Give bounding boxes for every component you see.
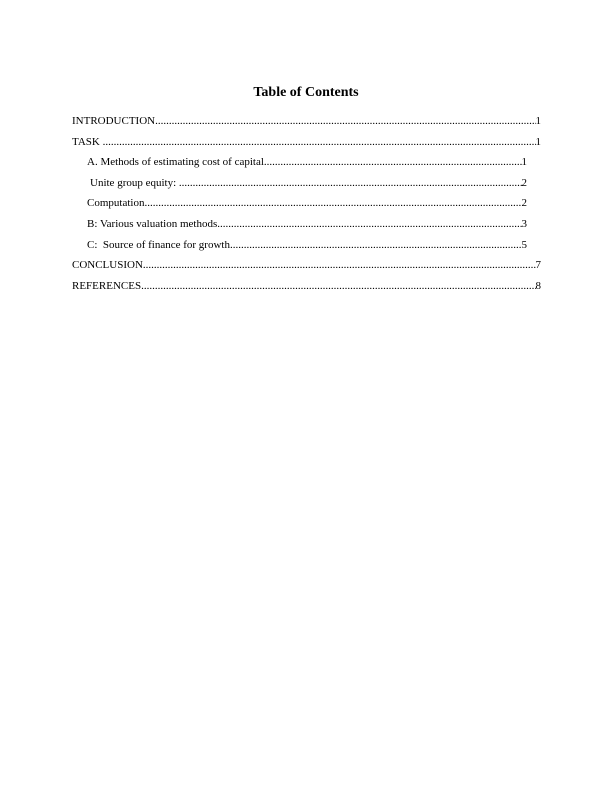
- toc-entry-label: C: Source of finance for growth: [87, 238, 230, 251]
- toc-entry-unite-group-equity[interactable]: [87, 175, 527, 196]
- toc-page-number: 1: [521, 156, 527, 169]
- toc-entry-label: A. Methods of estimating cost of capital: [87, 156, 264, 169]
- toc-entry-label: Unite group equity:: [90, 176, 179, 189]
- toc-list: [0, 113, 612, 298]
- toc-entry-introduction[interactable]: [72, 113, 541, 134]
- toc-page-number: 1: [535, 115, 541, 127]
- toc-dot-leader: [155, 113, 535, 129]
- toc-dot-leader: [103, 134, 536, 150]
- toc-entry-task[interactable]: [72, 134, 541, 155]
- toc-dot-leader: [230, 237, 522, 253]
- toc-page-number: 2: [521, 176, 527, 189]
- toc-entry-references[interactable]: [72, 278, 541, 299]
- toc-dot-leader: [141, 278, 535, 294]
- toc-entry-label: B: Various valuation methods: [87, 217, 218, 230]
- toc-entry-computation[interactable]: [87, 195, 527, 216]
- toc-page-number: 5: [521, 238, 527, 251]
- toc-entry-label: REFERENCES: [72, 279, 142, 292]
- toc-entry-valuation-methods[interactable]: [87, 216, 527, 237]
- toc-dot-leader: [143, 257, 536, 273]
- toc-dot-leader: [264, 154, 522, 170]
- toc-entry-conclusion[interactable]: [72, 257, 541, 278]
- toc-dot-leader: [217, 216, 521, 232]
- toc-entry-label: INTRODUCTION: [72, 115, 156, 127]
- toc-entry-label: TASK: [72, 135, 103, 148]
- toc-entry-source-of-finance[interactable]: [87, 237, 527, 258]
- toc-dot-leader: [179, 175, 522, 191]
- toc-page-number: 8: [535, 279, 541, 292]
- toc-entry-label: Computation: [87, 197, 145, 210]
- toc-entry-methods-cost-of-capital[interactable]: [87, 154, 527, 175]
- toc-dot-leader: [144, 195, 521, 211]
- toc-title: Table of Contents: [253, 85, 359, 100]
- toc-page-number: 3: [521, 217, 527, 230]
- toc-page-number: 2: [521, 197, 527, 210]
- toc-page-number: 7: [535, 259, 541, 272]
- toc-entry-label: CONCLUSION: [72, 259, 143, 272]
- toc-page-number: 1: [535, 135, 541, 148]
